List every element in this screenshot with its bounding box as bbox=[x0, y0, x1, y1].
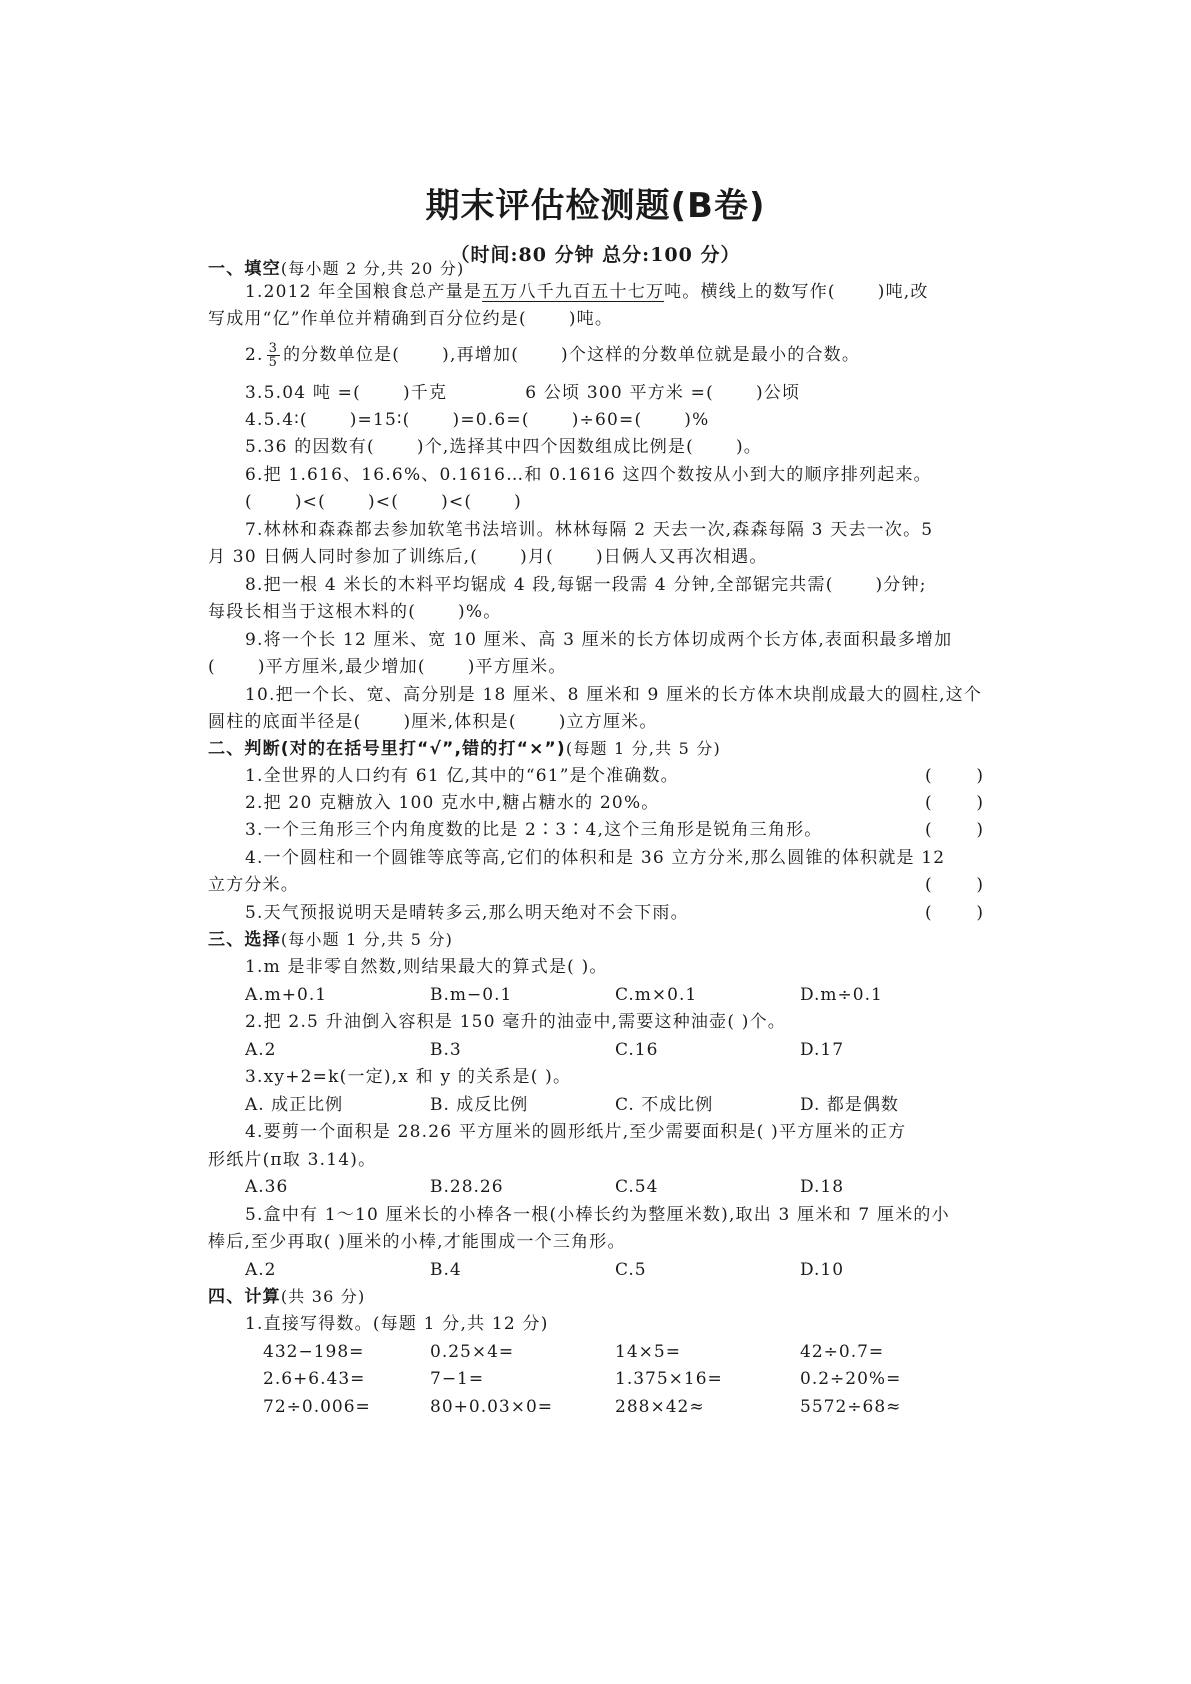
calc-item: 72÷0.006= bbox=[263, 1397, 371, 1417]
choice-q4-option-c[interactable]: C.54 bbox=[615, 1177, 659, 1197]
judge-item-5: 5.天气预报说明天是晴转多云,那么明天绝对不会下雨。 bbox=[245, 903, 689, 923]
fill-q7-line2 bbox=[208, 545, 983, 569]
section-4-heading bbox=[208, 1285, 983, 1309]
bracket-close: ) bbox=[976, 875, 983, 895]
choice-q2-stem: 2.把 2.5 升油倒入容积是 150 毫升的油壶中,需要这种油壶( )个。 bbox=[245, 1012, 786, 1032]
q8-text-a: 8.把一根 4 米长的木料平均锯成 4 段,每锯一段需 4 分钟,全部锯完共需( bbox=[245, 575, 834, 595]
q5-text-a: 5.36 的因数有( bbox=[245, 437, 375, 457]
q7-text-b: )月( bbox=[520, 547, 554, 567]
q8-text-c: 每段长相当于这根木料的( bbox=[208, 602, 417, 622]
bracket-close: ) bbox=[976, 793, 983, 813]
q7-text-c: )日俩人又再次相遇。 bbox=[595, 547, 768, 567]
choice-q5-stem-line2: 棒后,至少再取( )厘米的小棒,才能围成一个三角形。 bbox=[208, 1232, 626, 1252]
q3-text-d: )公顷 bbox=[755, 383, 801, 403]
q10-text-b: )厘米,体积是( bbox=[403, 712, 517, 732]
section-2-heading bbox=[208, 737, 983, 761]
fill-q10-line2 bbox=[208, 710, 983, 734]
judge-item-1: 1.全世界的人口约有 61 亿,其中的“61”是个准确数。 bbox=[245, 766, 679, 786]
q1-underlined-number: 五万八千九百五十七万 bbox=[482, 282, 665, 302]
calc-item: 1.375×16= bbox=[615, 1369, 723, 1389]
bracket-close: ) bbox=[976, 903, 983, 923]
less-than: )<( bbox=[367, 492, 400, 512]
q1-text-a: 1.2012 年全国粮食总产量是 bbox=[245, 282, 483, 302]
bracket-open: ( bbox=[925, 793, 932, 813]
bracket-open: ( bbox=[245, 492, 253, 512]
less-than: )<( bbox=[294, 492, 326, 512]
fraction-3-5 bbox=[267, 342, 280, 369]
page-title: 期末评估检测题(B卷) bbox=[425, 186, 766, 226]
bracket-close: ) bbox=[976, 766, 983, 786]
q1-text-b: 吨。横线上的数写作( bbox=[664, 282, 836, 302]
fill-q3 bbox=[245, 381, 1020, 405]
q9-text-c: )平方厘米。 bbox=[467, 657, 567, 677]
q4-text-c: )=0.6=( bbox=[452, 410, 530, 430]
q3-text-b: )千克 bbox=[402, 383, 448, 403]
choice-q4-option-b[interactable]: B.28.26 bbox=[430, 1177, 504, 1197]
judge-answer-bracket-4[interactable] bbox=[925, 873, 983, 897]
choice-q1-option-b[interactable]: B.m−0.1 bbox=[430, 985, 513, 1005]
q7-text-a: 月 30 日俩人同时参加了训练后,( bbox=[208, 547, 479, 567]
calc-item: 288×42≈ bbox=[615, 1397, 705, 1417]
choice-q2-option-a[interactable]: A.2 bbox=[245, 1040, 277, 1060]
section-4-note: (共 36 分) bbox=[280, 1287, 366, 1306]
q4-text-b: )=15∶( bbox=[349, 410, 411, 430]
judge-answer-bracket-3[interactable] bbox=[925, 818, 983, 842]
choice-q2-option-c[interactable]: C.16 bbox=[615, 1040, 659, 1060]
q2-text-b: ),再增加( bbox=[442, 345, 520, 365]
fill-q1-line2 bbox=[208, 307, 983, 331]
choice-q5-option-d[interactable]: D.10 bbox=[800, 1260, 845, 1280]
fill-q1-line1 bbox=[245, 280, 1020, 304]
q4-text-e: )% bbox=[684, 410, 710, 430]
section-2-note: (每题 1 分,共 5 分) bbox=[565, 739, 721, 758]
choice-q5-option-b[interactable]: B.4 bbox=[430, 1260, 462, 1280]
q8-text-d: )%。 bbox=[458, 602, 502, 622]
choice-q5-option-c[interactable]: C.5 bbox=[615, 1260, 647, 1280]
q1-text-c: )吨,改 bbox=[877, 282, 929, 302]
choice-q3-option-b[interactable]: B. 成反比例 bbox=[430, 1095, 529, 1115]
choice-q2-option-d[interactable]: D.17 bbox=[800, 1040, 845, 1060]
section-3-title: 三、选择 bbox=[208, 930, 281, 950]
choice-q3-option-c[interactable]: C. 不成比例 bbox=[615, 1095, 714, 1115]
judge-item-4-line2: 立方分米。 bbox=[208, 875, 299, 895]
section-3-heading bbox=[208, 928, 983, 952]
q3-text-a: 3.5.04 吨 =( bbox=[245, 383, 361, 403]
choice-q4-stem: 4.要剪一个面积是 28.26 平方厘米的圆形纸片,至少需要面积是( )平方厘米的正方 bbox=[245, 1122, 907, 1142]
calc-item: 0.2÷20%= bbox=[800, 1369, 902, 1389]
calc-item: 80+0.03×0= bbox=[430, 1397, 554, 1417]
fraction-denominator: 5 bbox=[268, 355, 279, 370]
bracket-open: ( bbox=[925, 820, 932, 840]
bracket-close: ) bbox=[514, 492, 523, 512]
bracket-open: ( bbox=[925, 766, 932, 786]
calc-item: 14×5= bbox=[615, 1342, 681, 1362]
q10-text-c: )立方厘米。 bbox=[558, 712, 658, 732]
calc-item: 7−1= bbox=[430, 1369, 485, 1389]
choice-q5-stem: 5.盒中有 1～10 厘米长的小棒各一根(小棒长约为整厘米数),取出 3 厘米和 7 厘米的小 bbox=[245, 1205, 950, 1225]
q9-text-a: ( bbox=[208, 657, 216, 677]
choice-q1-option-c[interactable]: C.m×0.1 bbox=[615, 985, 698, 1005]
judge-item-2: 2.把 20 克糖放入 100 克水中,糖占糖水的 20%。 bbox=[245, 793, 660, 813]
choice-q1-option-d[interactable]: D.m÷0.1 bbox=[800, 985, 883, 1005]
fill-q9-line1: 9.将一个长 12 厘米、宽 10 厘米、高 3 厘米的长方体切成两个长方体,表面积最多增加 bbox=[245, 630, 953, 650]
fill-q6-line1: 6.把 1.616、16.6%、0.1616…和 0.1616 这四个数按从小到大的顺序排列起来。 bbox=[245, 465, 932, 485]
fill-q7-line1: 7.林林和森森都去参加软笔书法培训。林林每隔 2 天去一次,森森每隔 3 天去一次。5 bbox=[245, 520, 934, 540]
section-4-title: 四、计算 bbox=[208, 1287, 281, 1307]
choice-q2-option-b[interactable]: B.3 bbox=[430, 1040, 462, 1060]
q9-text-b: )平方厘米,最少增加( bbox=[257, 657, 426, 677]
choice-q3-stem: 3.xy+2=k(一定),x 和 y 的关系是( )。 bbox=[245, 1067, 572, 1087]
exam-time-score: （时间:80 分钟 总分:100 分） bbox=[450, 244, 741, 266]
calc-sub1-title: 1.直接写得数。(每题 1 分,共 12 分) bbox=[245, 1314, 549, 1334]
q10-text-a: 圆柱的底面半径是( bbox=[208, 712, 362, 732]
choice-q1-option-a[interactable]: A.m+0.1 bbox=[245, 985, 328, 1005]
calc-item: 2.6+6.43= bbox=[263, 1369, 366, 1389]
calc-item: 42÷0.7= bbox=[800, 1342, 885, 1362]
q4-text-d: )÷60=( bbox=[571, 410, 643, 430]
choice-q4-option-a[interactable]: A.36 bbox=[245, 1177, 289, 1197]
judge-answer-bracket-5[interactable] bbox=[925, 901, 983, 925]
q2-text-c: )个这样的分数单位就是最小的合数。 bbox=[561, 345, 861, 365]
bracket-close: ) bbox=[976, 820, 983, 840]
section-3-note: (每小题 1 分,共 5 分) bbox=[280, 930, 454, 949]
q5-text-c: )。 bbox=[735, 437, 763, 457]
calc-item: 0.25×4= bbox=[430, 1342, 515, 1362]
choice-q4-stem-line2: 形纸片(π取 3.14)。 bbox=[208, 1150, 377, 1170]
q8-text-b: )分钟; bbox=[875, 575, 927, 595]
bracket-open: ( bbox=[925, 903, 932, 923]
choice-q3-option-d[interactable]: D. 都是偶数 bbox=[800, 1095, 899, 1115]
q2-number: 2. bbox=[245, 345, 264, 365]
q3-text-c: 6 公顷 300 平方米 =( bbox=[525, 383, 714, 403]
fraction-numerator: 3 bbox=[268, 341, 279, 356]
choice-q3-option-a[interactable]: A. 成正比例 bbox=[245, 1095, 344, 1115]
section-1-note: (每小题 2 分,共 20 分) bbox=[280, 259, 465, 278]
judge-answer-bracket-1[interactable] bbox=[925, 764, 983, 788]
choice-q1-stem: 1.m 是非零自然数,则结果最大的算式是( )。 bbox=[245, 957, 608, 977]
q4-text-a: 4.5.4∶( bbox=[245, 410, 308, 430]
bracket-open: ( bbox=[925, 875, 932, 895]
judge-item-3: 3.一个三角形三个内角度数的比是 2∶3∶4,这个三角形是锐角三角形。 bbox=[245, 820, 823, 840]
fill-q9-line2 bbox=[208, 655, 983, 679]
fill-q2 bbox=[245, 342, 1020, 369]
q5-text-b: )个,选择其中四个因数组成比例是( bbox=[416, 437, 694, 457]
judge-answer-bracket-2[interactable] bbox=[925, 791, 983, 815]
choice-q4-option-d[interactable]: D.18 bbox=[800, 1177, 845, 1197]
section-1-title: 一、填空 bbox=[208, 259, 281, 279]
fill-q8-line1 bbox=[245, 573, 1020, 597]
q1-text-e: )吨。 bbox=[568, 309, 614, 329]
section-1-heading bbox=[208, 257, 983, 281]
fill-q6-line2 bbox=[245, 490, 1020, 514]
q1-text-d: 写成用“亿”作单位并精确到百分位约是( bbox=[208, 309, 527, 329]
section-2-title: 二、判断(对的在括号里打“√”,错的打“×”) bbox=[208, 739, 566, 759]
less-than: )<( bbox=[441, 492, 473, 512]
fill-q10-line1: 10.把一个长、宽、高分别是 18 厘米、8 厘米和 9 厘米的长方体木块削成最大的圆柱,这个 bbox=[245, 685, 983, 705]
q2-text-a: 的分数单位是( bbox=[283, 345, 401, 365]
calc-item: 5572÷68≈ bbox=[800, 1397, 902, 1417]
fill-q4 bbox=[245, 408, 1020, 432]
choice-q5-option-a[interactable]: A.2 bbox=[245, 1260, 277, 1280]
judge-item-4-line1: 4.一个圆柱和一个圆锥等底等高,它们的体积和是 36 立方分米,那么圆锥的体积就是 12 bbox=[245, 848, 946, 868]
calc-item: 432−198= bbox=[263, 1342, 365, 1362]
fill-q8-line2 bbox=[208, 600, 983, 624]
fill-q5 bbox=[245, 435, 1020, 459]
